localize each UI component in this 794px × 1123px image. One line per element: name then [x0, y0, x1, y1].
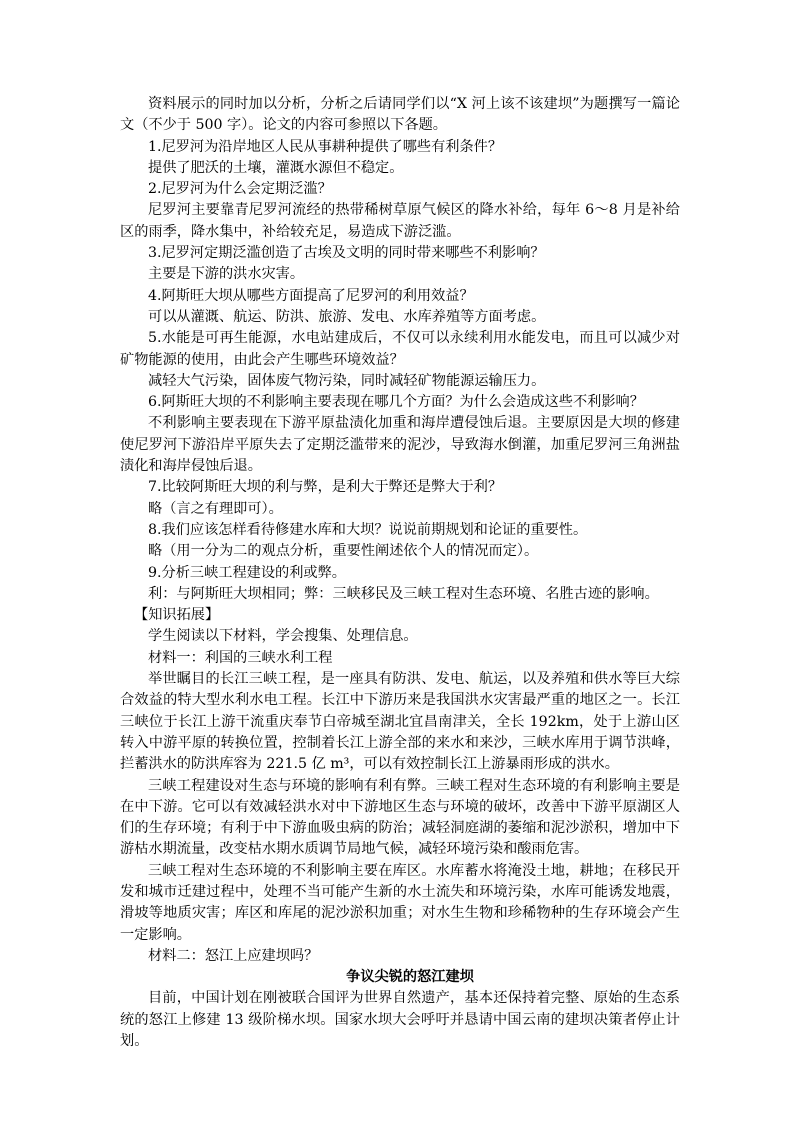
question-3: 3.尼罗河定期泛滥创造了古埃及文明的同时带来哪些不利影响？ — [148, 245, 545, 262]
material-2-paragraph-1: 目前，中国计划在刚被联合国评为世界自然遗产，基本还保持着完整、原始的生态系统的怒江上修建 13 级阶梯水坝。国家水坝大会呼吁并恳请中国云南的建坝决策者停止计划。 — [120, 990, 680, 1050]
question-1: 1.尼罗河为沿岸地区人民从事耕种提供了哪些有利条件？ — [148, 138, 503, 155]
answer-1: 提供了肥沃的土壤，灌溉水源但不稳定。 — [148, 159, 404, 176]
answer-9: 利：与阿斯旺大坝相同；弊：三峡移民及三峡工程对生态环境、名胜古迹的影响。 — [148, 585, 659, 602]
answer-6: 不利影响主要表现在下游平原盐渍化加重和海岸遭侵蚀后退。主要原因是大坝的修建使尼罗河下游沿岸平原失去了定期泛滥带来的泥沙，导致海水倒灌，加重尼罗河三角洲盐渍化和海岸侵蚀后退。 — [120, 415, 680, 475]
question-4: 4.阿斯旺大坝从哪些方面提高了尼罗河的利用效益？ — [148, 287, 474, 304]
answer-7: 略（言之有理即可）。 — [148, 500, 283, 517]
material-1-paragraph-1: 举世瞩目的长江三峡工程，是一座具有防洪、发电、航运，以及养殖和供水等巨大综合效益的特大型水利水电工程。长江中下游历来是我国洪水灾害最严重的地区之一。长江三峡位于长江上游干流重庆奉节白帝城至湖北宜昌南津关，全长 192km，处于上游山区转入中游平原的转换位置，控制着长江上游全部的来水和来沙，三峡水库用于调节洪峰，拦蓄洪水的防洪库容为 221.5 亿 m³，可以有效控制长江上游暴雨形成的洪水。 — [120, 671, 680, 773]
section-heading-knowledge-expansion: 【知识拓展】 — [134, 607, 220, 624]
question-7: 7.比较阿斯旺大坝的利与弊，是利大于弊还是弊大于利？ — [148, 479, 503, 496]
answer-5: 减轻大气污染，固体废气物污染，同时减轻矿物能源运输压力。 — [148, 372, 546, 389]
question-8: 8.我们应该怎样看待修建水库和大坝？说说前期规划和论证的重要性。 — [148, 521, 588, 538]
question-2: 2.尼罗河为什么会定期泛滥？ — [148, 181, 332, 198]
question-9: 9.分析三峡工程建设的利或弊。 — [148, 564, 346, 581]
article-title: 争议尖锐的怒江建坝 — [346, 969, 474, 986]
material-1-paragraph-3: 三峡工程对生态环境的不利影响主要在库区。水库蓄水将淹没土地，耕地；在移民开发和城市迁建过程中，处理不当可能产生新的水土流失和环境污染，水库可能诱发地震，滑坡等地质灾害；库区和库尾的泥沙淤积加重；对水生生物和珍稀物种的生存环境会产生一定影响。 — [120, 862, 680, 943]
question-6: 6.阿斯旺大坝的不利影响主要表现在哪几个方面？为什么会造成这些不利影响？ — [148, 394, 644, 411]
reading-instruction: 学生阅读以下材料，学会搜集、处理信息。 — [148, 628, 418, 645]
intro-paragraph: 资料展示的同时加以分析，分析之后请同学们以“X 河上该不该建坝”为题撰写一篇论文（不少于 500 字）。论文的内容可参照以下各题。 — [120, 96, 680, 134]
answer-3: 主要是下游的洪水灾害。 — [148, 266, 305, 283]
document-body — [120, 94, 680, 1052]
material-1-paragraph-2: 三峡工程建设对生态与环境的影响有利有弊。三峡工程对生态环境的有利影响主要是在中下游。它可以有效减轻洪水对中下游地区生态与环境的破坏，改善中下游平原湖区人们的生存环境；有利于中下游血吸虫病的防治；减轻洞庭湖的萎缩和泥沙淤积，增加中下游枯水期流量，改变枯水期水质调节局地气候，减轻环境污染和酸雨危害。 — [120, 777, 680, 858]
answer-8: 略（用一分为二的观点分析，重要性阐述依个人的情况而定）。 — [148, 543, 539, 560]
material-2-title: 材料二：怒江上应建坝吗？ — [148, 947, 319, 964]
answer-2: 尼罗河主要靠青尼罗河流经的热带稀树草原气候区的降水补给，每年 6～8 月是补给区的雨季，降水集中，补给较充足，易造成下游泛滥。 — [120, 202, 680, 240]
material-1-title: 材料一：利国的三峡水利工程 — [148, 649, 333, 666]
question-5: 5.水能是可再生能源，水电站建成后，不仅可以永续利用水能发电，而且可以减少对矿物能源的使用，由此会产生哪些环境效益？ — [120, 330, 680, 368]
answer-4: 可以从灌溉、航运、防洪、旅游、发电、水库养殖等方面考虑。 — [148, 308, 546, 325]
